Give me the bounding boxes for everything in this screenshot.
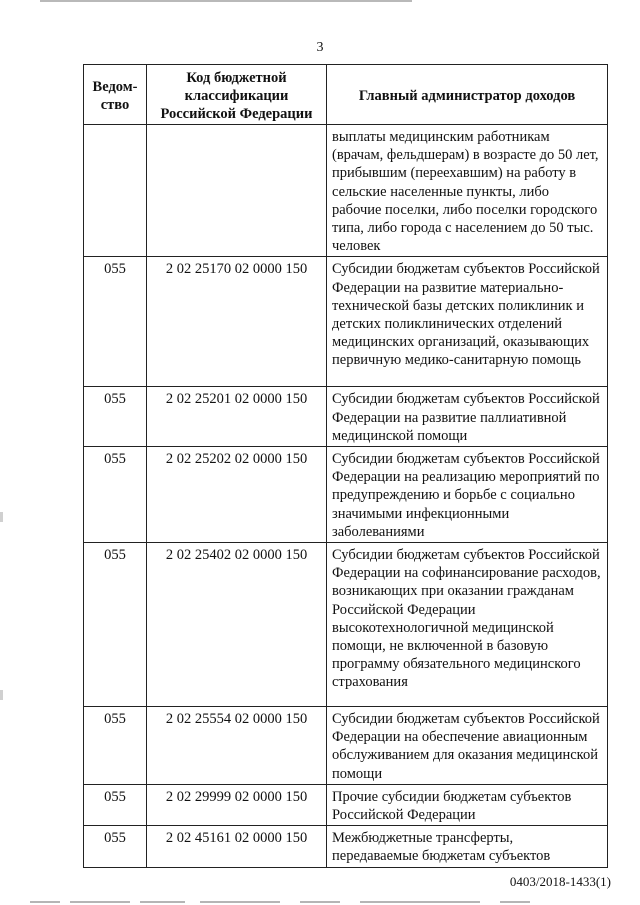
admin-cell: Субсидии бюджетам субъектов Российской Федерации на софинансирование расходов, возникающих при оказании гражданам Российской Федерации высокотехнологичной медицинской помощи, не включенной в базовую программу обязательного медицинского страхования: [327, 543, 608, 707]
scan-edge-left: [0, 512, 3, 522]
admin-cell: Субсидии бюджетам субъектов Российской Федерации на реализацию мероприятий по предупреждению и борьбе с социально значимыми инфекционными заболеваниями: [327, 447, 608, 543]
code-cell: [147, 125, 327, 257]
document-number: 0403/2018-1433(1): [509, 874, 611, 889]
revenue-admin-table: [83, 64, 608, 868]
admin-cell: Межбюджетные трансферты, передаваемые бюджетам субъектов: [327, 826, 608, 867]
page-number: 3: [316, 40, 324, 55]
code-cell: 2 02 25202 02 0000 150: [147, 447, 327, 543]
header-admin: Главный администратор доходов: [327, 65, 608, 125]
code-cell: 2 02 25402 02 0000 150: [147, 543, 327, 707]
admin-cell: Субсидии бюджетам субъектов Российской Федерации на развитие материально-технической базы детских поликлиник и детских поликлинических отделений медицинских организаций, оказывающих первичную медико-санитарную помощь: [327, 257, 608, 387]
scan-edge-top: [40, 0, 412, 2]
admin-cell: Субсидии бюджетам субъектов Российской Федерации на обеспечение авиационным обслуживанием для оказания медицинской помощи: [327, 707, 608, 785]
dept-cell: 055: [84, 447, 147, 543]
table-row: [84, 387, 608, 447]
dept-cell: 055: [84, 387, 147, 447]
dept-cell: 055: [84, 826, 147, 867]
code-cell: 2 02 25201 02 0000 150: [147, 387, 327, 447]
table-row: [84, 826, 608, 867]
dept-cell: [84, 125, 147, 257]
table-row: [84, 447, 608, 543]
dept-cell: 055: [84, 543, 147, 707]
admin-cell: Субсидии бюджетам субъектов Российской Федерации на развитие паллиативной медицинской помощи: [327, 387, 608, 447]
scan-edge-left: [0, 690, 3, 700]
scan-edge-bottom: [0, 899, 640, 905]
admin-cell: Прочие субсидии бюджетам субъектов Российской Федерации: [327, 784, 608, 825]
table-header-row: [84, 65, 608, 125]
table-row: [84, 784, 608, 825]
table-row: [84, 543, 608, 707]
code-cell: 2 02 25554 02 0000 150: [147, 707, 327, 785]
header-dept: Ведом- ство: [84, 65, 147, 125]
dept-cell: 055: [84, 257, 147, 387]
dept-cell: 055: [84, 784, 147, 825]
header-code: Код бюджетной классификации Российской Федерации: [147, 65, 327, 125]
table-row: [84, 125, 608, 257]
code-cell: 2 02 29999 02 0000 150: [147, 784, 327, 825]
admin-cell: выплаты медицинским работникам (врачам, фельдшерам) в возрасте до 50 лет, прибывшим (переехавшим) на работу в сельские населенные пункты, либо рабочие поселки, либо поселки городского типа, либо города с населением до 50 тыс. человек: [327, 125, 608, 257]
dept-cell: 055: [84, 707, 147, 785]
code-cell: 2 02 45161 02 0000 150: [147, 826, 327, 867]
table-row: [84, 707, 608, 785]
table-row: [84, 257, 608, 387]
code-cell: 2 02 25170 02 0000 150: [147, 257, 327, 387]
